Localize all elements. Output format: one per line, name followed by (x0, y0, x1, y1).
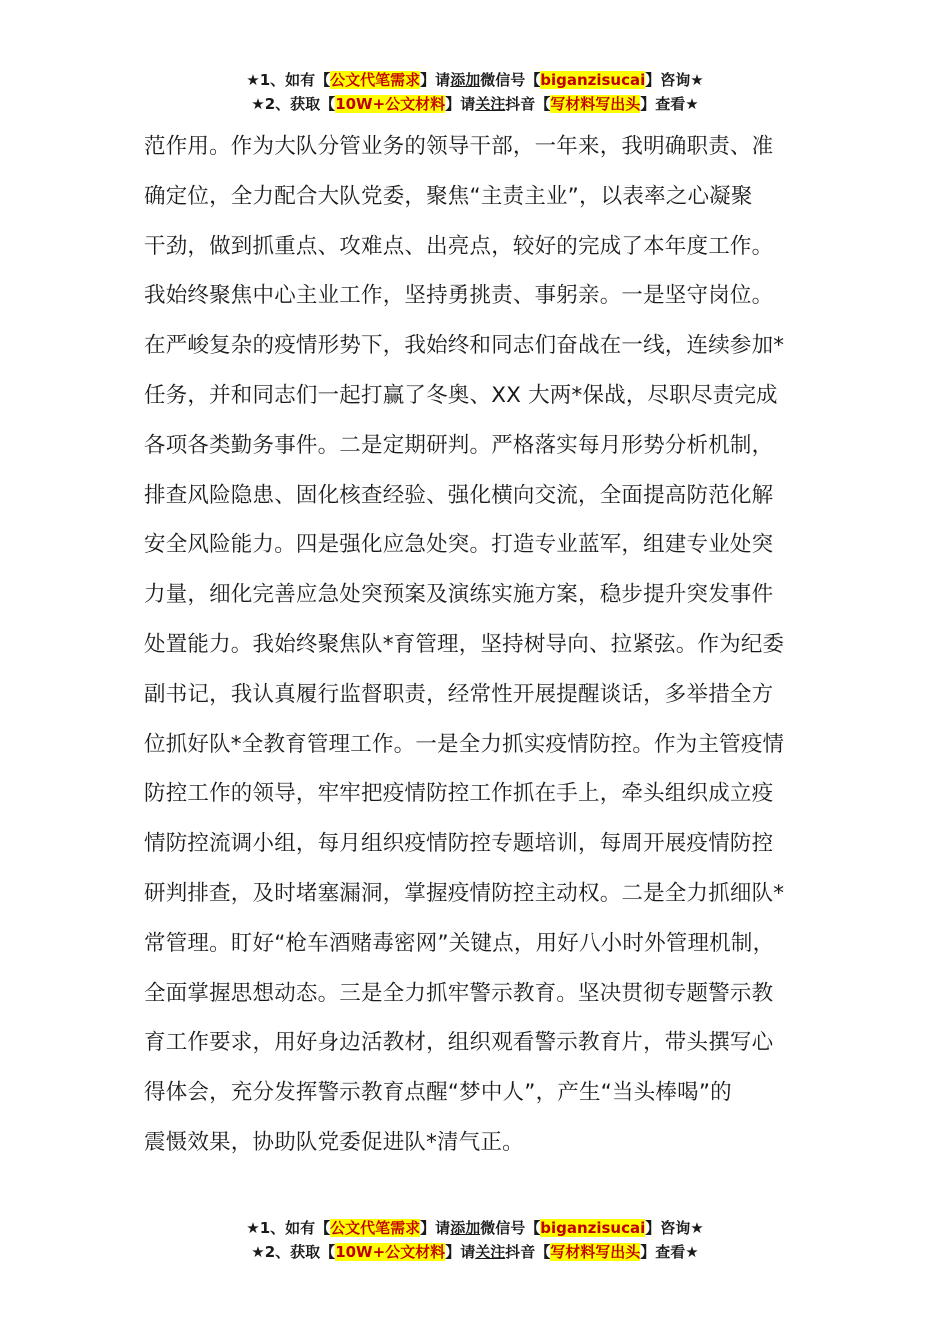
body-line: 防控工作的领导，牢牢把疫情防控工作抓在手上，牵头组织成立疫 (144, 781, 774, 807)
body-line: 确定位，全力配合大队党委，聚焦“主责主业”，以表率之心凝聚 (144, 183, 753, 209)
banner-line-1 (0, 68, 950, 92)
body-line: 力量，细化完善应急处突预案及演练实施方案，稳步提升突发事件 (144, 582, 774, 608)
body-line: 我始终聚焦中心主业工作，坚持勇挑责、事躬亲。一是坚守岗位。 (144, 283, 774, 309)
header-banner (0, 68, 950, 116)
banner-text: 抖音【 (505, 1243, 551, 1261)
banner-text: 微信号【 (480, 1219, 541, 1237)
banner-underlined: 关注 (475, 95, 506, 113)
banner-text: 】请 (445, 1243, 476, 1261)
highlight-douyin: 写材料写出头 (550, 95, 641, 113)
body-line: 干劲，做到抓重点、攻难点、出亮点，较好的完成了本年度工作。 (144, 233, 774, 259)
highlight-materials: 10W+公文材料 (335, 95, 446, 113)
highlight-wechat-id: biganzisucai (540, 71, 646, 89)
body-line: 位抓好队*全教育管理工作。一是全力抓实疫情防控。作为主管疫情 (144, 731, 785, 757)
body-line: 常管理。盯好“枪车酒赌毒密网”关键点，用好八小时外管理机制， (144, 930, 775, 956)
banner-text: 】咨询★ (645, 71, 704, 89)
body-line: 得体会，充分发挥警示教育点醒“梦中人”，产生“当头棒喝”的 (144, 1080, 732, 1106)
banner-text: 微信号【 (480, 71, 541, 89)
body-line: 震慑效果，协助队党委促进队*清气正。 (144, 1129, 524, 1155)
banner-text: 】请 (445, 95, 476, 113)
banner-text: 抖音【 (505, 95, 551, 113)
footer-banner (0, 1216, 950, 1264)
banner-text: 】请 (420, 1219, 451, 1237)
banner-line-1 (0, 1216, 950, 1240)
body-line: 情防控流调小组，每月组织疫情防控专题培训，每周开展疫情防控 (144, 831, 774, 857)
banner-line-2 (0, 92, 950, 116)
body-line: 处置能力。我始终聚焦队*育管理，坚持树导向、拉紧弦。作为纪委 (144, 631, 785, 657)
body-line: 排查风险隐患、固化核查经验、强化横向交流，全面提高防范化解 (144, 482, 774, 508)
body-line: 育工作要求，用好身边活教材，组织观看警示教育片，带头撰写心 (144, 1030, 774, 1056)
highlight-service: 公文代笔需求 (330, 71, 421, 89)
banner-text: 】咨询★ (645, 1219, 704, 1237)
banner-line-2 (0, 1240, 950, 1264)
highlight-douyin: 写材料写出头 (550, 1243, 641, 1261)
banner-text: ★1、如有【 (246, 71, 331, 89)
banner-text: 】查看★ (640, 95, 699, 113)
banner-text: ★1、如有【 (246, 1219, 331, 1237)
banner-text: 】请 (420, 71, 451, 89)
body-line: 任务，并和同志们一起打赢了冬奥、XX 大两*保战，尽职尽责完成 (144, 382, 778, 408)
body-line: 安全风险能力。四是强化应急处突。打造专业蓝军，组建专业处突 (144, 532, 774, 558)
body-line: 各项各类勤务事件。二是定期研判。严格落实每月形势分析机制， (144, 432, 774, 458)
body-line: 研判排查，及时堵塞漏洞，掌握疫情防控主动权。二是全力抓细队* (144, 880, 785, 906)
body-line: 范作用。作为大队分管业务的领导干部，一年来，我明确职责、准 (144, 134, 774, 159)
highlight-materials: 10W+公文材料 (335, 1243, 446, 1261)
document-body (144, 122, 834, 1168)
banner-underlined: 添加 (450, 1219, 481, 1237)
body-line: 全面掌握思想动态。三是全力抓牢警示教育。坚决贯彻专题警示教 (144, 980, 774, 1006)
body-line: 在严峻复杂的疫情形势下，我始终和同志们奋战在一线，连续参加* (144, 333, 785, 359)
banner-text: ★2、获取【 (251, 95, 336, 113)
highlight-wechat-id: biganzisucai (540, 1219, 646, 1237)
highlight-service: 公文代笔需求 (330, 1219, 421, 1237)
banner-text: 】查看★ (640, 1243, 699, 1261)
banner-underlined: 添加 (450, 71, 481, 89)
body-line: 副书记，我认真履行监督职责，经常性开展提醒谈话，多举措全方 (144, 681, 774, 707)
banner-text: ★2、获取【 (251, 1243, 336, 1261)
banner-underlined: 关注 (475, 1243, 506, 1261)
